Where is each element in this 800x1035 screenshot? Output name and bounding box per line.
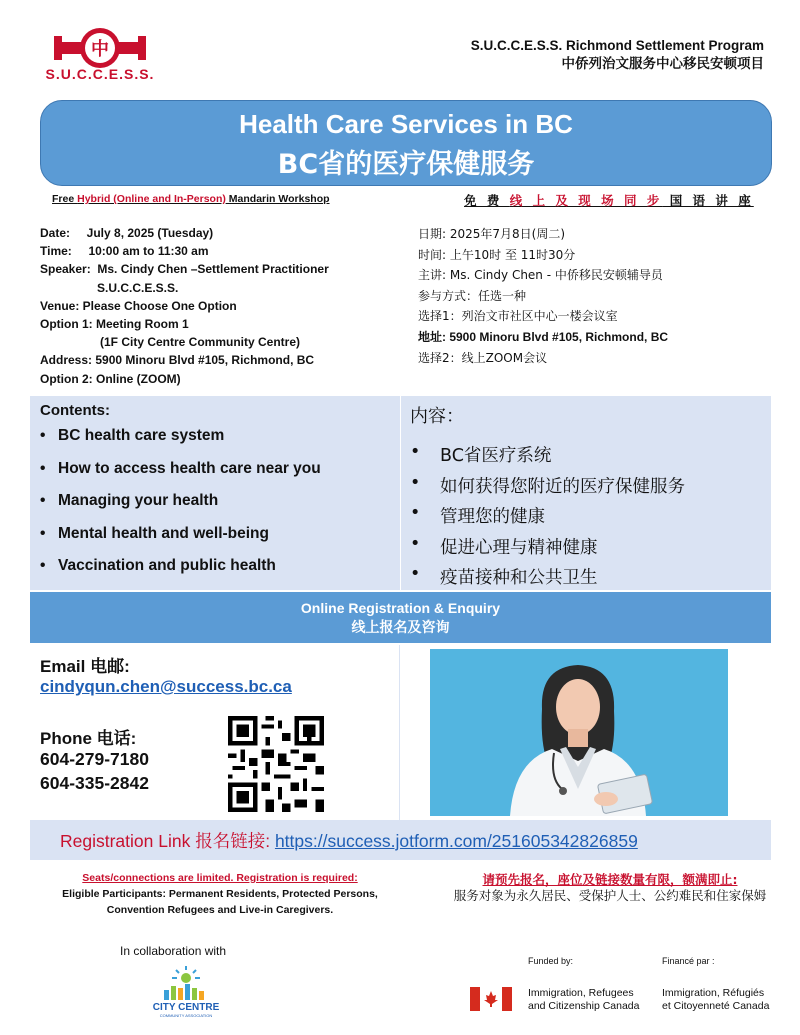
speaker-line: Speaker: Ms. Cindy Chen –Settlement Practitioner	[40, 262, 329, 277]
subtitle-zh-post: 国 语 讲 座	[662, 193, 754, 208]
list-item: • 疫苗接种和公共卫生	[410, 564, 770, 595]
option1-line: Option 1: Meeting Room 1	[40, 317, 189, 332]
date-line: Date: July 8, 2025 (Tuesday)	[40, 226, 214, 240]
contents-heading-en: Contents:	[40, 402, 110, 419]
org-name-zh: 中侨列治文服务中心移民安顿项目	[561, 56, 764, 72]
contents-divider	[400, 396, 401, 590]
collaboration-label: In collaboration with	[120, 944, 227, 958]
title-banner	[40, 100, 772, 186]
ircc-name-en	[528, 987, 640, 1013]
email-label: Email 电邮:	[40, 657, 130, 676]
list-item: • How to access health care near you	[40, 460, 400, 493]
contents-list-en	[40, 427, 400, 590]
subtitle-zh-highlight: 线 上 及 现 场 同 步	[509, 193, 663, 208]
details-en	[40, 224, 400, 388]
doctor-icon	[430, 649, 728, 816]
list-item: • 如何获得您附近的医疗保健服务	[410, 473, 770, 504]
logo-text: S.U.C.C.E.S.S.	[45, 66, 155, 82]
contents-zh	[410, 402, 770, 595]
title-zh: BC省的医疗保健服务	[277, 149, 535, 180]
contents-panel	[30, 396, 771, 590]
email-link[interactable]: cindyqun.chen@success.bc.ca	[40, 677, 292, 696]
contents-heading-zh: 内容：	[410, 406, 464, 427]
list-item: • BC省医疗系统	[410, 442, 770, 473]
subtitle-en-post: Mandarin Workshop	[225, 193, 330, 205]
address-line: Address: 5900 Minoru Blvd #105, Richmond, BC	[40, 353, 315, 368]
details-zh	[418, 224, 778, 368]
list-item: • 促进心理与精神健康	[410, 534, 770, 565]
option2-line-zh: 选择2：线上ZOOM会议	[418, 350, 548, 365]
ircc-en-line-2: and Citizenship Canada	[528, 1000, 640, 1012]
cc-logo-text: CITY CENTRE	[152, 1002, 220, 1013]
subtitle-en-highlight: Hybrid (Online and In-Person)	[77, 193, 226, 205]
date-line-zh: 日期: 2025年7月8日(周二)	[418, 227, 566, 241]
notice-heading-en: Seats/connections are limited. Registration is required:	[82, 872, 358, 884]
list-item: • Mental health and well-being	[40, 525, 400, 558]
doctor-illustration	[430, 649, 728, 816]
cc-logo-sub: COMMUNITY ASSOCIATION	[159, 1013, 213, 1018]
contents-list-zh	[410, 442, 770, 595]
notice-heading-zh: 请预先报名，座位及链接数量有限，额满即止:	[482, 872, 738, 887]
phone-label: Phone 电话:	[40, 729, 137, 748]
speaker-line-zh: 主讲: Ms. Cindy Chen - 中侨移民安顿辅导员	[418, 268, 663, 283]
city-centre-logo	[142, 964, 230, 1020]
time-line: Time: 10:00 am to 11:30 am	[40, 244, 209, 259]
venue-line-zh: 参与方式：任选一种	[418, 288, 527, 303]
option1-location-line: (1F City Centre Community Centre)	[100, 335, 301, 350]
option2-line: Option 2: Online (ZOOM)	[40, 371, 181, 386]
subtitle-zh-pre: 免 费	[464, 193, 510, 208]
registration-bar	[30, 592, 771, 643]
canada-flag-icon	[470, 987, 512, 1011]
notice-body-en: Eligible Participants: Permanent Residents, Protected Persons, Convention Refugees and Live-in Caregivers.	[62, 888, 378, 916]
list-item: • BC health care system	[40, 427, 400, 460]
funded-by-fr: Financé par :	[662, 956, 715, 966]
organization-name	[471, 36, 764, 74]
registration-heading-zh: 线上报名及咨询	[351, 620, 450, 636]
logo-glyph: 中	[91, 39, 109, 60]
subtitle-en-pre: Free	[52, 193, 78, 205]
qr-code[interactable]	[224, 712, 328, 816]
sun-icon	[172, 966, 200, 983]
contact-divider	[399, 645, 400, 820]
contents-en	[40, 402, 400, 590]
phone-number-1: 604-279-7180	[40, 749, 149, 769]
registration-link-label: Registration Link 报名链接:	[60, 831, 275, 851]
list-item: • 管理您的健康	[410, 503, 770, 534]
speaker-org-line: S.U.C.C.E.S.S.	[97, 280, 179, 295]
registration-link[interactable]: https://success.jotform.com/251605342826859	[274, 831, 638, 851]
list-item: • Managing your health	[40, 492, 400, 525]
title-en: Health Care Services in BC	[239, 109, 573, 139]
time-line-zh: 时间: 上午10时 至 11时30分	[418, 247, 576, 262]
venue-line: Venue: Please Choose One Option	[40, 298, 237, 313]
ircc-fr-line-2: et Citoyenneté Canada	[662, 1000, 770, 1012]
phone-number-2: 604-335-2842	[40, 773, 149, 793]
subtitle-en	[52, 193, 330, 205]
ircc-name-fr	[662, 987, 769, 1013]
address-line-zh: 地址: 5900 Minoru Blvd #105, Richmond, BC	[418, 329, 669, 344]
option1-line-zh: 选择1：列治文市社区中心一楼会议室	[418, 309, 618, 324]
registration-heading-en: Online Registration & Enquiry	[300, 600, 501, 616]
skyline-icon	[164, 984, 204, 1000]
ircc-en-line-1: Immigration, Refugees	[528, 987, 634, 999]
subtitle-zh	[464, 191, 754, 209]
notice-body-zh: 服务对象为永久居民、受保护人士、公约难民和住家保姆	[453, 888, 767, 903]
registration-link-bar	[30, 820, 771, 860]
list-item: • Vaccination and public health	[40, 557, 400, 590]
ircc-fr-line-1: Immigration, Réfugiés	[662, 987, 765, 999]
funded-by-en: Funded by:	[528, 956, 574, 966]
org-name-en: S.U.C.C.E.S.S. Richmond Settlement Program	[470, 38, 764, 53]
